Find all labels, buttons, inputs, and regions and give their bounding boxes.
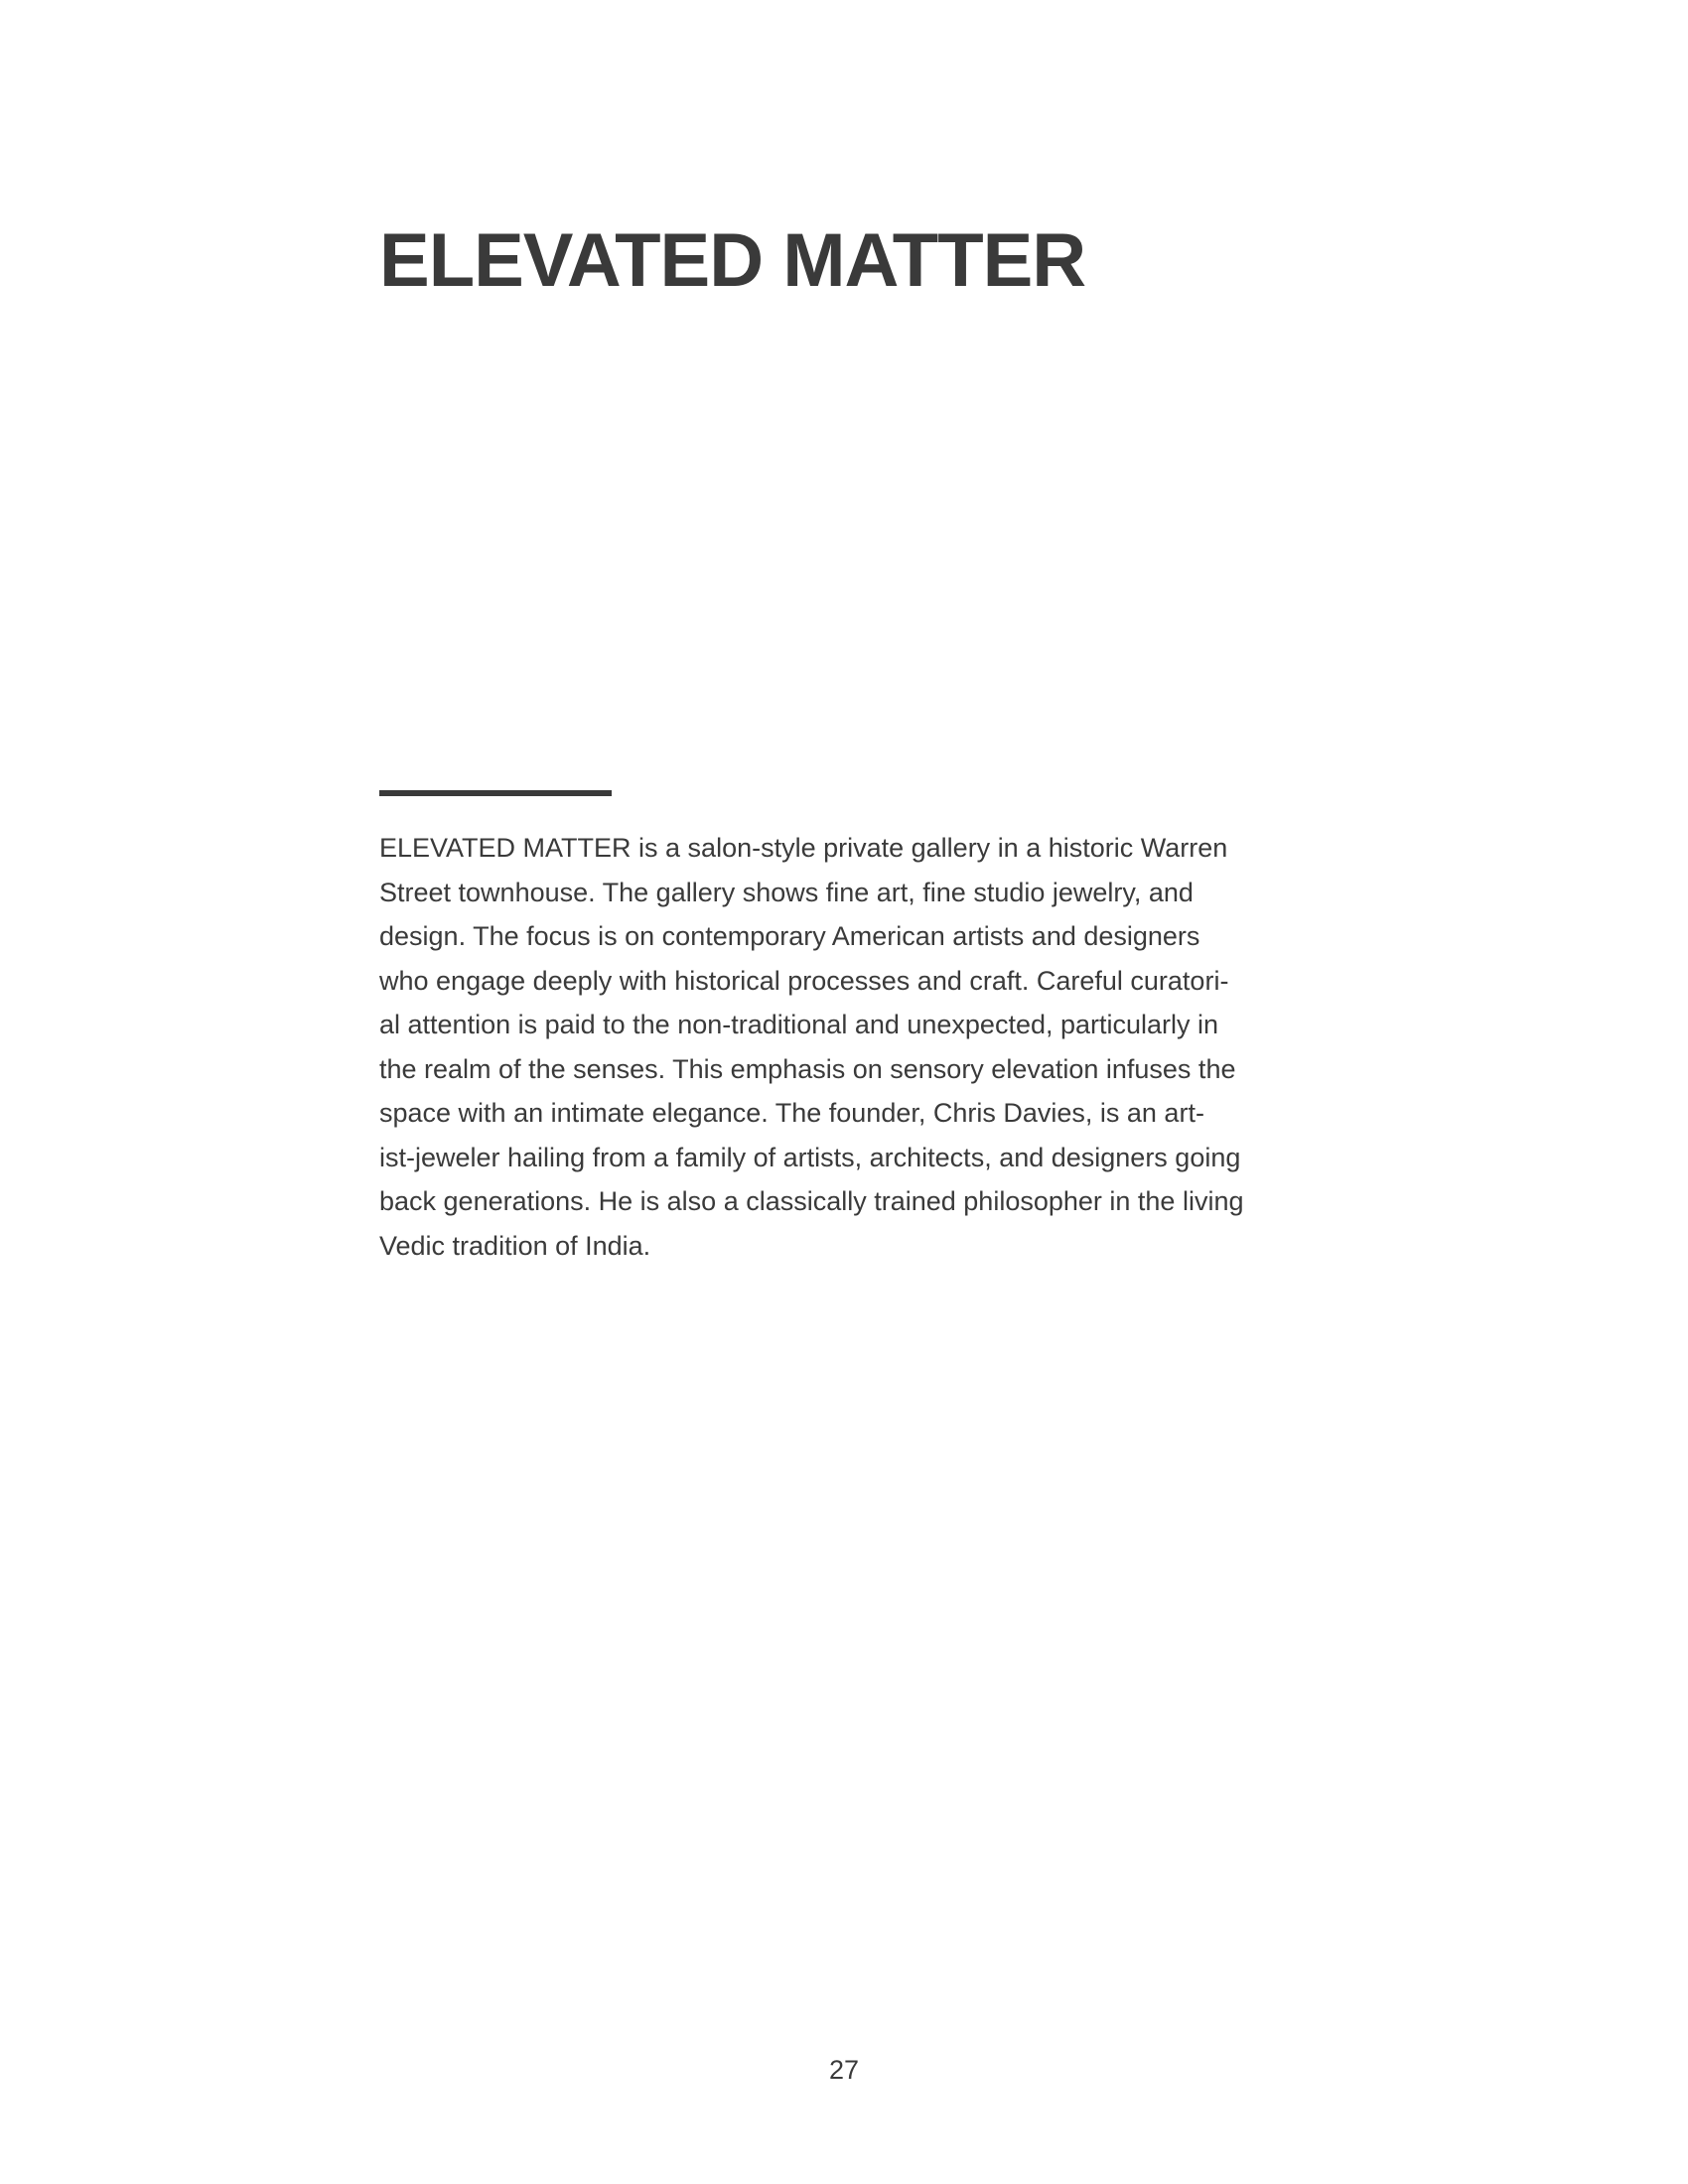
body-line: Vedic tradition of India. xyxy=(379,1230,651,1261)
body-line: space with an intimate elegance. The founder, Chris Davies, is an art- xyxy=(379,1098,1204,1128)
body-line: the realm of the senses. This emphasis on sensory elevation infuses the xyxy=(379,1053,1236,1084)
body-line: al attention is paid to the non-traditional and unexpected, particularly in xyxy=(379,1010,1219,1039)
body-paragraph xyxy=(379,826,1273,1268)
page-number: 27 xyxy=(828,2055,860,2085)
body-line: ist-jeweler hailing from a family of artists, architects, and designers going xyxy=(379,1142,1241,1172)
body-line: who engage deeply with historical processes and craft. Careful curatori- xyxy=(379,965,1229,996)
section-divider xyxy=(379,790,612,796)
page-title: ELEVATED MATTER xyxy=(379,218,1086,303)
body-line: ELEVATED MATTER is a salon-style private gallery in a historic Warren xyxy=(379,833,1228,863)
body-line: back generations. He is also a classically trained philosopher in the living xyxy=(379,1186,1244,1216)
body-line: Street townhouse. The gallery shows fine art, fine studio jewelry, and xyxy=(379,877,1194,907)
body-line: design. The focus is on contemporary American artists and designers xyxy=(379,921,1200,951)
